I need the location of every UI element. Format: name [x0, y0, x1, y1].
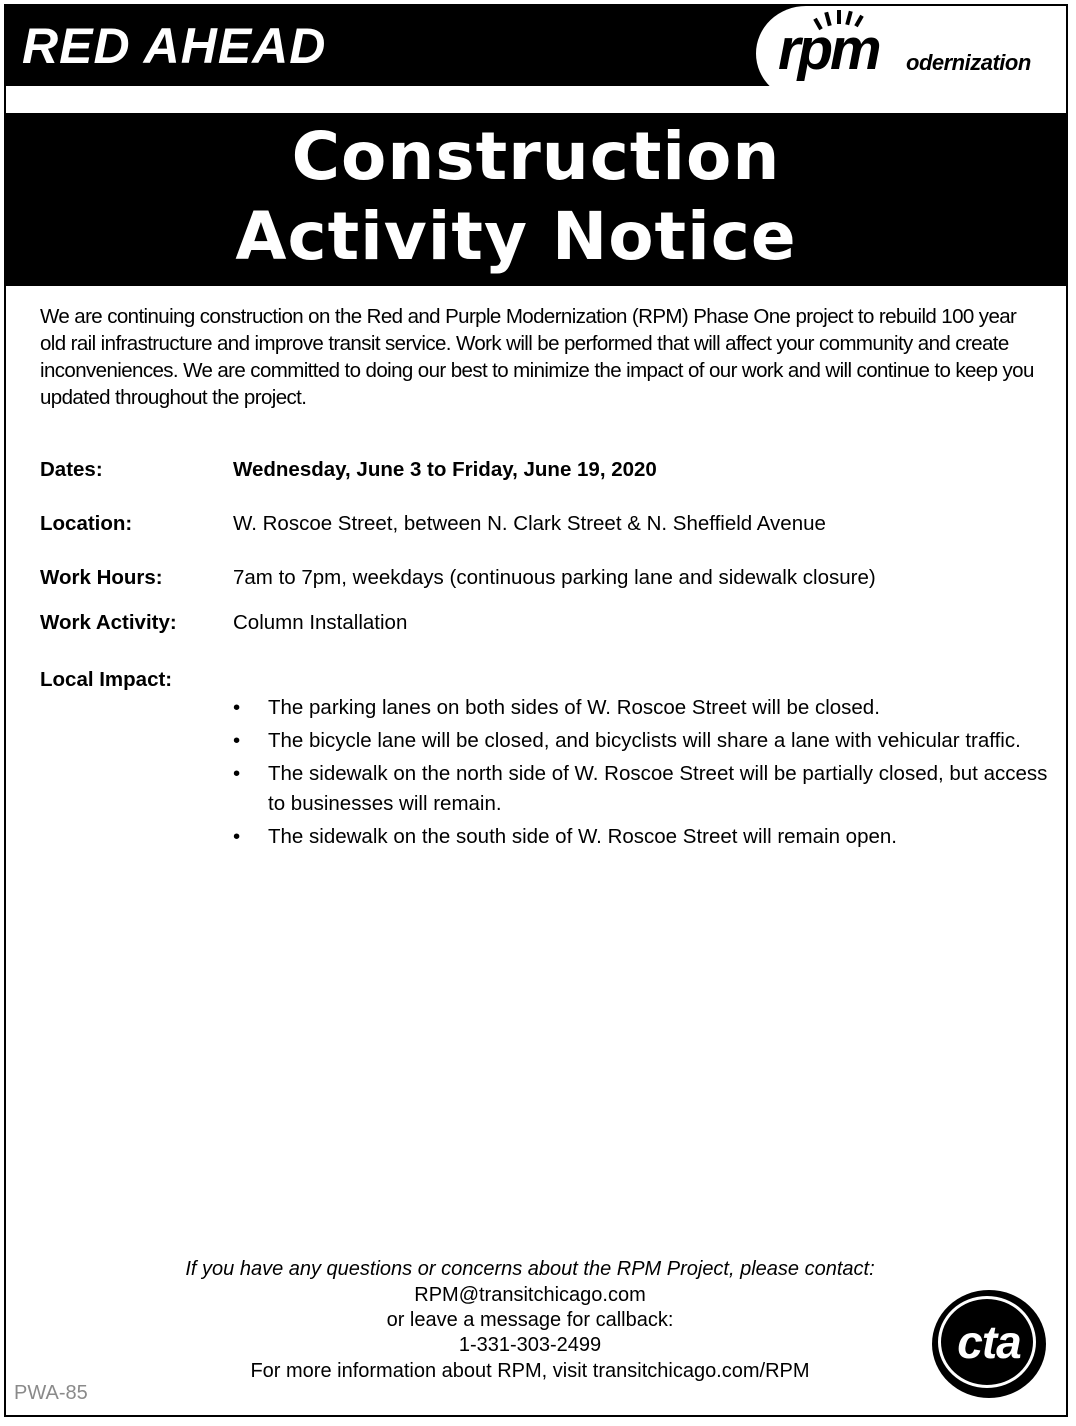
impact-text: The parking lanes on both sides of W. Roscoe Street will be closed. [268, 696, 880, 719]
impact-text: The sidewalk on the north side of W. Roscoe Street will be partially closed, but access to businesses will remain. [268, 762, 1048, 815]
modernization-logo-text: odernization [906, 50, 1031, 75]
callback-text: or leave a message for callback: [386, 1309, 674, 1331]
location-value: W. Roscoe Street, between N. Clark Street & N. Sheffield Avenue [233, 512, 826, 535]
document-code: PWA-85 [14, 1382, 88, 1404]
title-line-1: Construction [291, 118, 781, 195]
bullet-icon: • [233, 696, 241, 719]
work-activity-label: Work Activity: [40, 611, 177, 634]
dates-label: Dates: [40, 458, 103, 481]
title-line-2: Activity Notice [235, 198, 797, 275]
impact-list [233, 693, 1053, 855]
impact-item [233, 822, 1053, 852]
intro-paragraph: We are continuing construction on the Red and Purple Modernization (RPM) Phase One project to rebuild 100 year old rail infrastructure and improve transit service. Work will be performed that will affect your community and create inconveniences. We are committed to doing our best to minimize the impact of our work and will continue to keep you updated throughout the project. [40, 305, 1034, 409]
impact-item [233, 726, 1053, 756]
cta-logo [932, 1290, 1046, 1398]
rpm-modernization-logo [756, 6, 1056, 101]
title-bar [6, 113, 1066, 286]
dates-value: Wednesday, June 3 to Friday, June 19, 2020 [233, 458, 657, 481]
more-info-text: For more information about RPM, visit transitchicago.com/RPM [250, 1360, 810, 1382]
impact-text: The bicycle lane will be closed, and bicyclists will share a lane with vehicular traffic. [268, 729, 1021, 752]
bullet-icon: • [233, 729, 241, 752]
work-hours-label: Work Hours: [40, 566, 163, 589]
local-impact-label: Local Impact: [40, 668, 173, 691]
cta-logo-text: cta [957, 1316, 1021, 1368]
contact-phone[interactable]: 1-331-303-2499 [458, 1334, 602, 1356]
impact-text: The sidewalk on the south side of W. Roscoe Street will remain open. [268, 825, 897, 848]
red-ahead-logo: RED AHEAD [22, 18, 327, 74]
bullet-icon: • [233, 762, 241, 785]
work-activity-value: Column Installation [233, 611, 408, 634]
contact-email[interactable]: RPM@transitchicago.com [414, 1284, 646, 1306]
rpm-logo-text: rpm [778, 17, 879, 82]
bullet-icon: • [233, 825, 241, 848]
impact-item [233, 759, 1053, 819]
impact-item [233, 693, 1053, 723]
contact-question: If you have any questions or concerns about the RPM Project, please contact: [185, 1258, 875, 1280]
work-hours-value: 7am to 7pm, weekdays (continuous parking lane and sidewalk closure) [233, 566, 876, 589]
location-label: Location: [40, 512, 133, 535]
